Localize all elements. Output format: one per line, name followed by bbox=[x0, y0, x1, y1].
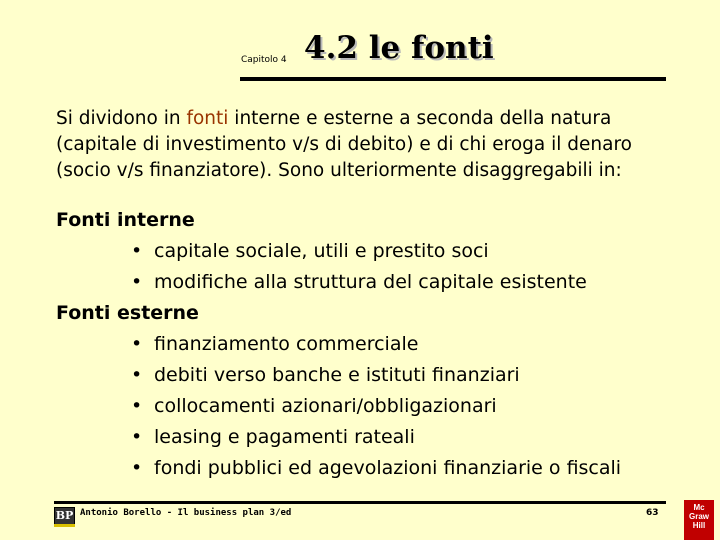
list-item-text: debiti verso banche e istituti finanziari bbox=[154, 364, 520, 386]
bullet-icon: • bbox=[131, 333, 143, 355]
section-external bbox=[56, 298, 696, 484]
list-item-text: modifiche alla struttura del capitale esistente bbox=[154, 271, 587, 293]
book-logo-bar bbox=[54, 524, 75, 527]
bullet-list bbox=[56, 329, 696, 484]
slide-title: 4.2 le fonti bbox=[304, 30, 494, 66]
publisher-logo-line: Graw bbox=[688, 512, 709, 521]
list-item bbox=[56, 329, 696, 360]
intro-paragraph bbox=[56, 106, 686, 184]
list-item bbox=[56, 360, 696, 391]
list-item-text: finanziamento commerciale bbox=[154, 333, 419, 355]
list-item-text: leasing e pagamenti rateali bbox=[154, 426, 415, 448]
intro-highlight: fonti bbox=[186, 108, 229, 129]
title-rule bbox=[240, 77, 666, 81]
section-title: Fonti esterne bbox=[56, 302, 199, 324]
list-item bbox=[56, 236, 696, 267]
intro-text-start: Si dividono in bbox=[56, 108, 187, 129]
list-item-text: collocamenti azionari/obbligazionari bbox=[154, 395, 497, 417]
list-item-text: capitale sociale, utili e prestito soci bbox=[154, 240, 489, 262]
list-item-text: fondi pubblici ed agevolazioni finanziarie o fiscali bbox=[154, 457, 622, 479]
bullet-icon: • bbox=[131, 395, 143, 417]
bullet-icon: • bbox=[131, 271, 143, 293]
list-item bbox=[56, 391, 696, 422]
page-number: 63 bbox=[646, 508, 659, 518]
section-title: Fonti interne bbox=[56, 209, 195, 231]
sections bbox=[56, 205, 696, 484]
bullet-icon: • bbox=[131, 364, 143, 386]
chapter-label: Capitolo 4 bbox=[241, 55, 287, 65]
bullet-list bbox=[56, 236, 696, 298]
section-internal bbox=[56, 205, 696, 298]
book-logo: BP bbox=[54, 507, 75, 525]
footer-credit: Antonio Borello - Il business plan 3/ed bbox=[80, 508, 292, 518]
bullet-icon: • bbox=[131, 457, 143, 479]
list-item bbox=[56, 453, 696, 484]
publisher-logo-line: Hill bbox=[692, 521, 706, 530]
publisher-logo bbox=[684, 500, 714, 540]
intro-text-end: interne e esterne a seconda della natura (capitale di investimento v/s di debito) e di chi eroga il denaro (socio v/s finanziatore). Sono ulteriormente disaggregabili in: bbox=[56, 108, 632, 181]
publisher-logo-line: Mc bbox=[693, 503, 705, 512]
bullet-icon: • bbox=[131, 426, 143, 448]
bullet-icon: • bbox=[131, 240, 143, 262]
footer-rule bbox=[54, 501, 666, 504]
list-item bbox=[56, 267, 696, 298]
list-item bbox=[56, 422, 696, 453]
